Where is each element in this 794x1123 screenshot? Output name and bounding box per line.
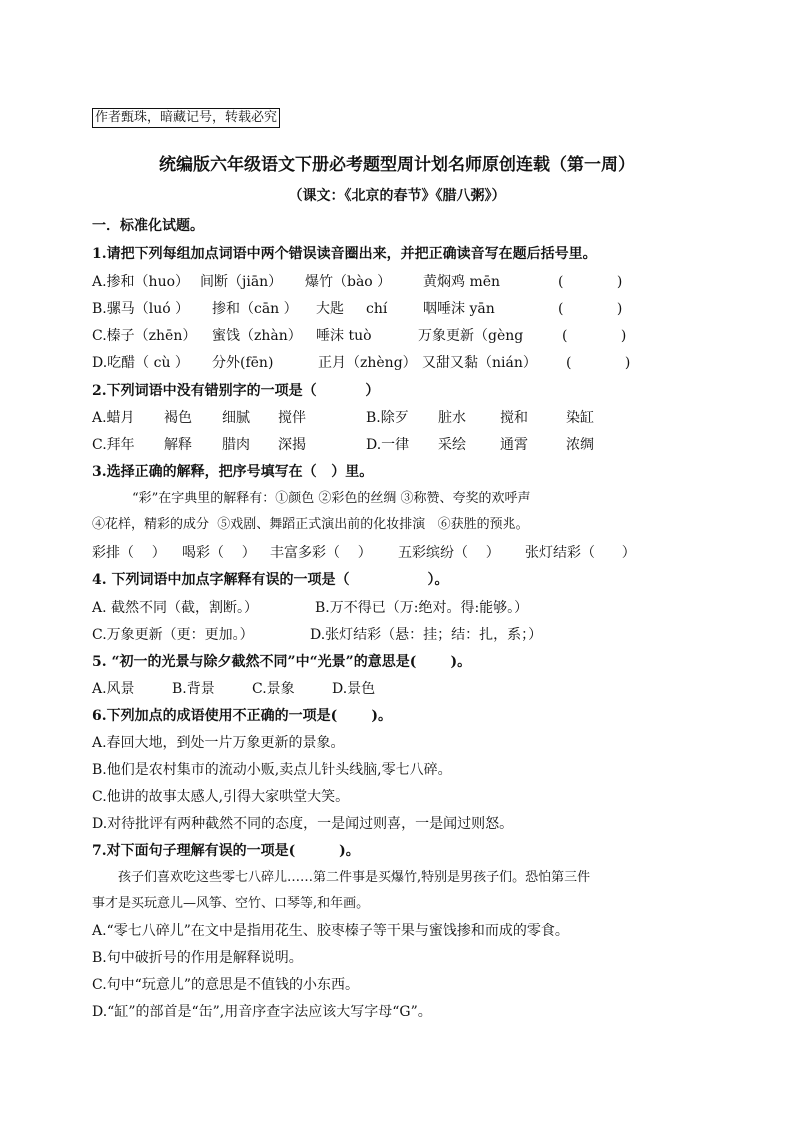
q1-row-a-item: 黄焖鸡 mēn (423, 274, 501, 290)
q7-option-b: B.句中破折号的作用是解释说明。 (92, 950, 303, 966)
q5-option: B.背景 (172, 681, 215, 697)
q5-option: D.景色 (332, 681, 376, 697)
q1-row-a-answer: ( ) (558, 274, 623, 290)
copyright-notice: 作者甄珠，暗藏记号，转载必究 (92, 108, 280, 128)
q2-option-word: 通霄 (500, 437, 528, 453)
q3-definition-line: “彩”在字典里的解释有：①颜色 ②彩色的丝绸 ③称赞、夸奖的欢呼声 (132, 491, 531, 506)
q2-option-word: 细腻 (222, 410, 250, 426)
q6-option-b: B.他们是农村集市的流动小贩,卖点儿针头线脑,零七八碎。 (92, 762, 452, 778)
q2-option-word: 采绘 (438, 437, 466, 453)
question-6-stem: 6.下列加点的成语使用不正确的一项是( )。 (92, 708, 392, 724)
q7-option-c: C.句中“玩意儿”的意思是不值钱的小东西。 (92, 977, 359, 993)
q3-blank-item: 丰富多彩（ ） (270, 545, 372, 561)
q1-row-b-item: 咽唾沫 yān (423, 301, 495, 317)
q4-option-b: B.万不得已（万:绝对。得:能够。） (315, 600, 529, 616)
q1-row-c-item: 蜜饯（zhàn） (212, 328, 302, 344)
q2-option-word: D.一律 (366, 437, 410, 453)
q6-option-c: C.他讲的故事太感人,引得大家哄堂大笑。 (92, 789, 350, 805)
q3-blank-item: 张灯结彩（ ） (525, 545, 636, 561)
q5-option: A.风景 (92, 681, 135, 697)
q1-row-b-item: chí (366, 301, 388, 317)
page-subtitle: （课文：《北京的春节》《腊八粥》） (288, 188, 506, 204)
q4-option-d: D.张灯结彩（悬：挂；结：扎，系；） (310, 627, 543, 643)
q1-row-b-item: B.骡马（luó ） (92, 301, 190, 317)
q2-option-word: 褐色 (164, 410, 192, 426)
q2-option-word: 腊肉 (222, 437, 250, 453)
q2-option-word: 深揭 (278, 437, 306, 453)
q7-option-d: D.“缸”的部首是“缶”,用音序查字法应该大写字母“G”。 (92, 1004, 432, 1020)
section-heading: 一．标准化试题。 (92, 218, 204, 234)
q3-blank-item: 喝彩（ ） (182, 545, 256, 561)
q7-passage-line: 事才是买玩意儿—风筝、空竹、口琴等,和年画。 (92, 896, 370, 911)
q1-row-b-item: 大匙 (316, 301, 344, 317)
q6-option-d: D.对待批评有两种截然不同的态度，一是闻过则喜，一是闻过则怒。 (92, 816, 514, 832)
q2-option-word: 解释 (164, 437, 192, 453)
q6-option-a: A.春回大地，到处一片万象更新的景象。 (92, 735, 345, 751)
q3-definition-line: ④花样，精彩的成分 ⑤戏剧、舞蹈正式演出前的化妆排演 ⑥获胜的预兆。 (92, 517, 529, 532)
q1-row-d-item: 分外(fēn) (212, 355, 274, 371)
q1-row-c-item: C.榛子（zhēn） (92, 328, 197, 344)
q2-option-word: 染缸 (566, 410, 594, 426)
q2-option-word: A.蜡月 (92, 410, 135, 426)
q4-option-c: C.万象更新（更：更加。） (92, 627, 254, 643)
q1-row-d-answer: ( ) (566, 355, 631, 371)
question-2-stem: 2.下列词语中没有错别字的一项是（ ） (92, 383, 380, 399)
q1-row-d-item: D.吃醋（ cù ） (92, 355, 189, 371)
q3-blank-item: 五彩缤纷（ ） (398, 545, 500, 561)
q1-row-d-item: 又甜又黏（nián） (422, 355, 537, 371)
q7-passage-line: 孩子们喜欢吃这些零七八碎儿……第二件事是买爆竹,特别是男孩子们。恐怕第三件 (118, 870, 591, 885)
q1-row-b-answer: ( ) (558, 301, 623, 317)
q1-row-a-item: 爆竹（bào ） (305, 274, 392, 290)
q4-option-a: A. 截然不同（截，割断。） (92, 600, 259, 616)
q5-option: C.景象 (252, 681, 295, 697)
question-4-stem: 4. 下列词语中加点字解释有误的一项是（ ）。 (92, 572, 449, 588)
question-3-stem: 3.选择正确的解释，把序号填写在（ ）里。 (92, 464, 374, 480)
q1-row-c-item: 唾沫 tuò (316, 328, 372, 344)
q1-row-c-item: 万象更新（gèng (418, 328, 524, 344)
page-title: 统编版六年级语文下册必考题型周计划名师原创连载（第一周） (159, 155, 635, 175)
q2-option-word: 浓绸 (566, 437, 594, 453)
q1-row-a-item: A.掺和（huo） (92, 274, 190, 290)
question-1-stem: 1.请把下列每组加点词语中两个错误读音圈出来，并把正确读音写在题后括号里。 (92, 246, 597, 262)
q7-option-a: A.“零七八碎儿”在文中是指用花生、胶枣榛子等干果与蜜饯掺和而成的零食。 (92, 923, 569, 939)
q1-row-d-item: 正月（zhèng） (318, 355, 417, 371)
q2-option-word: 搅伴 (278, 410, 306, 426)
q1-row-c-answer: ( ) (562, 328, 627, 344)
q1-row-b-item: 掺和（cān ） (212, 301, 298, 317)
q2-option-word: 脏水 (438, 410, 466, 426)
q2-option-word: C.拜年 (92, 437, 135, 453)
q3-blank-item: 彩排（ ） (92, 545, 166, 561)
q2-option-word: B.除歹 (366, 410, 409, 426)
q1-row-a-item: 间断（jiān） (200, 274, 283, 290)
question-5-stem: 5. “初一的光景与除夕截然不同”中“光景”的意思是( )。 (92, 654, 472, 670)
q2-option-word: 搅和 (500, 410, 528, 426)
question-7-stem: 7.对下面句子理解有误的一项是( )。 (92, 843, 360, 859)
